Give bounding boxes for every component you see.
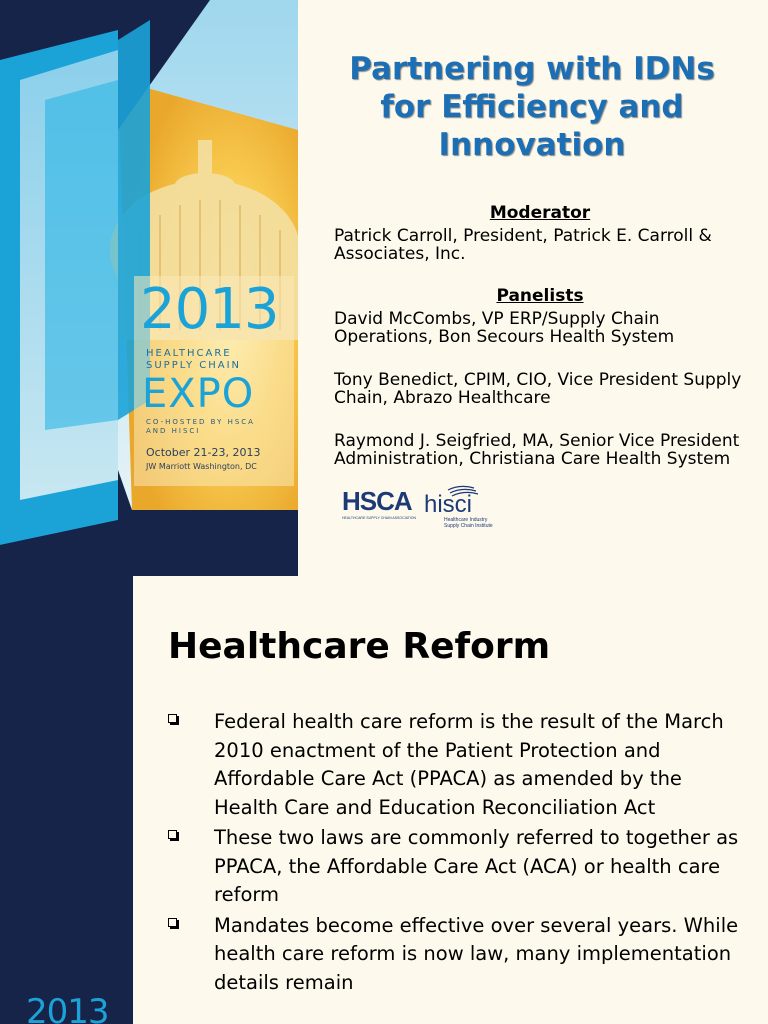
- hsca-logo: HSCA: [342, 486, 412, 516]
- checkbox-bullet-icon: [168, 714, 177, 723]
- panelist-1: David McCombs, VP ERP/Supply Chain Operations, Bon Secours Health System: [334, 309, 675, 347]
- checkbox-bullet-icon: [168, 918, 177, 927]
- sponsor-logos: [340, 478, 520, 530]
- bullet-text: Federal health care reform is the result of the March 2010 enactment of the Patient Protection and Affordable Care Act (PPACA) as amended by the Health Care and Education Reconciliation Act: [214, 710, 724, 819]
- bullet-item: [163, 708, 743, 822]
- slide-2-title: Healthcare Reform: [168, 626, 551, 667]
- bullet-text: Mandates become effective over several years. While health care reform is now law, many implementation details remain: [214, 913, 739, 994]
- slide-title-line-2: for Efficiency and: [380, 89, 684, 125]
- slide-title-line-1: Partnering with IDNs: [349, 51, 715, 87]
- slide-2: [133, 576, 768, 1024]
- expo-branding-panel: [0, 0, 298, 576]
- slide-title: [320, 50, 744, 164]
- hisci-logo: hisci: [424, 491, 473, 518]
- expo-venue: JW Marriott Washington, DC: [146, 462, 257, 471]
- expo-cohost: CO-HOSTED BY HSCA AND HISCI: [146, 418, 255, 435]
- bullet-item: [163, 912, 743, 998]
- slide-2-side-panel: [0, 576, 133, 1024]
- panelist-3: Raymond J. Seigfried, MA, Senior Vice President Administration, Christiana Care Health System: [334, 431, 740, 469]
- expo-word: EXPO: [142, 371, 255, 417]
- expo-year-mark: 2013: [26, 992, 109, 1024]
- hsca-tagline: HEALTHCARE SUPPLY CHAIN ASSOCIATION: [342, 516, 417, 520]
- panelist-2: Tony Benedict, CPIM, CIO, Vice President Supply Chain, Abrazo Healthcare: [334, 370, 742, 408]
- moderator-heading: Moderator: [489, 203, 591, 223]
- hisci-tagline-1: Healthcare Industry: [444, 517, 488, 523]
- expo-subtitle: HEALTHCARE SUPPLY CHAIN: [146, 348, 242, 371]
- panelists-heading: Panelists: [496, 286, 584, 306]
- bullet-list: [163, 708, 743, 999]
- slide-title-line-3: Innovation: [438, 127, 626, 163]
- expo-date: October 21-23, 2013: [146, 446, 261, 459]
- expo-year: 2013: [140, 277, 279, 342]
- checkbox-bullet-icon: [168, 830, 177, 839]
- moderator-name: Patrick Carroll, President, Patrick E. Carroll & Associates, Inc.: [334, 226, 712, 264]
- bullet-item: [163, 824, 743, 910]
- hisci-tagline-2: Supply Chain Institute: [444, 523, 493, 529]
- bullet-text: These two laws are commonly referred to together as PPACA, the Affordable Care Act (ACA) or health care reform: [214, 826, 739, 906]
